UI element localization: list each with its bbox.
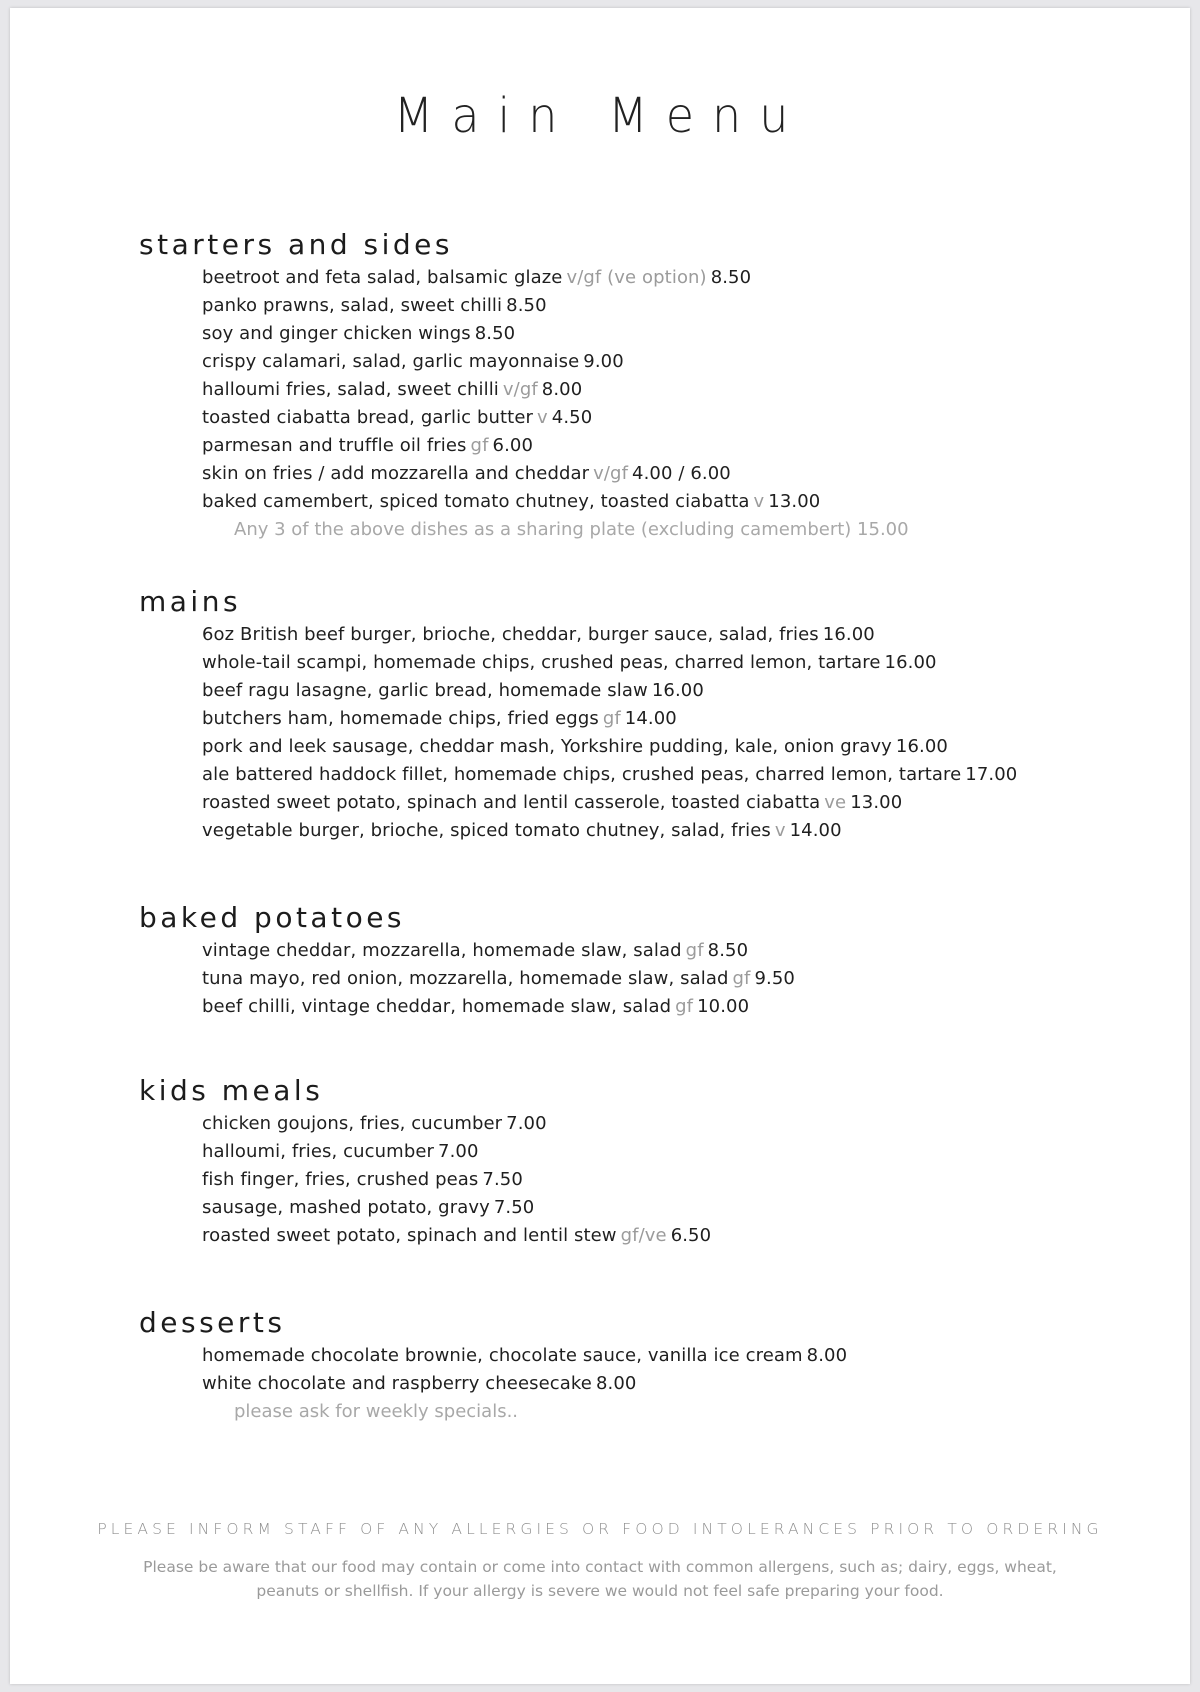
menu-item-name: beef chilli, vintage cheddar, homemade slaw, salad	[202, 996, 672, 1017]
section-heading: desserts	[139, 1306, 286, 1339]
menu-item-name: crispy calamari, salad, garlic mayonnaise	[202, 351, 580, 372]
dietary-tag: gf	[685, 940, 704, 961]
section-kids-meals	[139, 1072, 1139, 1250]
menu-item	[202, 264, 1139, 292]
menu-item	[202, 937, 1139, 965]
menu-item-price: 7.00	[506, 1113, 547, 1134]
menu-item-price: 6.50	[670, 1225, 712, 1246]
dietary-tag: gf	[732, 968, 751, 989]
dietary-tag: ve	[824, 792, 847, 813]
dietary-tag: v	[753, 491, 765, 512]
menu-item-price: 9.50	[754, 968, 795, 989]
menu-item	[202, 348, 1139, 376]
dietary-tag: gf	[602, 708, 621, 729]
menu-item	[202, 1342, 1139, 1370]
item-list	[139, 937, 1139, 1021]
menu-item-price: 4.00 / 6.00	[632, 463, 731, 484]
menu-item	[202, 649, 1139, 677]
allergy-disclaimer-line-2: peanuts or shellfish. If your allergy is severe we would not feel safe preparing your food.	[256, 1582, 944, 1600]
menu-item-price: 7.00	[438, 1141, 479, 1162]
menu-item-name: roasted sweet potato, spinach and lentil casserole, toasted ciabatta	[202, 792, 821, 813]
menu-item	[202, 292, 1139, 320]
sharing-plate-note: Any 3 of the above dishes as a sharing plate (excluding camembert) 15.00	[234, 519, 909, 540]
menu-item-price: 8.50	[710, 267, 752, 288]
section-desserts	[139, 1304, 1139, 1426]
dietary-tag: v	[774, 820, 786, 841]
page-title: Main Menu	[393, 86, 807, 144]
menu-item-name: whole-tail scampi, homemade chips, crushed peas, charred lemon, tartare	[202, 652, 881, 673]
menu-item-name: white chocolate and raspberry cheesecake	[202, 1373, 592, 1394]
menu-item	[202, 1222, 1139, 1250]
menu-item-price: 14.00	[789, 820, 842, 841]
menu-item-name: sausage, mashed potato, gravy	[202, 1197, 490, 1218]
menu-item-name: beef ragu lasagne, garlic bread, homemade slaw	[202, 680, 648, 701]
menu-item	[202, 376, 1139, 404]
menu-item-price: 8.50	[474, 323, 516, 344]
menu-item-name: ale battered haddock fillet, homemade chips, crushed peas, charred lemon, tartare	[202, 764, 962, 785]
menu-item-price: 16.00	[822, 624, 875, 645]
menu-item-name: toasted ciabatta bread, garlic butter	[202, 407, 534, 428]
menu-item-name: beetroot and feta salad, balsamic glaze	[202, 267, 563, 288]
menu-item	[202, 1138, 1139, 1166]
menu-item	[202, 432, 1139, 460]
menu-item-price: 16.00	[884, 652, 937, 673]
menu-item-name: vegetable burger, brioche, spiced tomato chutney, salad, fries	[202, 820, 771, 841]
menu-item-price: 7.50	[482, 1169, 523, 1190]
item-list	[139, 264, 1139, 516]
section-starters	[139, 226, 1139, 544]
section-heading: baked potatoes	[139, 901, 406, 934]
menu-item-price: 16.00	[895, 736, 948, 757]
menu-item	[202, 621, 1139, 649]
section-mains	[139, 583, 1139, 845]
item-list	[139, 1342, 1139, 1398]
item-list	[139, 1110, 1139, 1250]
dietary-tag: gf	[470, 435, 489, 456]
menu-item-name: skin on fries / add mozzarella and cheddar	[202, 463, 590, 484]
menu-item-price: 8.50	[506, 295, 547, 316]
dietary-tag: v/gf	[502, 379, 538, 400]
menu-item-price: 13.00	[768, 491, 821, 512]
dietary-tag: v/gf	[593, 463, 629, 484]
menu-item-price: 17.00	[965, 764, 1018, 785]
menu-item-price: 7.50	[493, 1197, 535, 1218]
menu-item	[202, 1370, 1139, 1398]
menu-item	[202, 789, 1139, 817]
allergy-disclaimer	[120, 1555, 1080, 1603]
menu-sheet	[10, 8, 1190, 1684]
menu-item-name: pork and leek sausage, cheddar mash, Yorkshire pudding, kale, onion gravy	[202, 736, 892, 757]
menu-item	[202, 733, 1139, 761]
menu-item-name: 6oz British beef burger, brioche, cheddar, burger sauce, salad, fries	[202, 624, 819, 645]
menu-item	[202, 817, 1139, 845]
menu-item-name: halloumi, fries, cucumber	[202, 1141, 435, 1162]
dietary-tag: v	[537, 407, 548, 428]
item-list	[139, 621, 1139, 845]
menu-item-name: roasted sweet potato, spinach and lentil stew	[202, 1225, 617, 1246]
menu-item-name: vintage cheddar, mozzarella, homemade slaw, salad	[202, 940, 682, 961]
menu-item	[202, 1194, 1139, 1222]
menu-item	[202, 965, 1139, 993]
menu-item	[202, 488, 1139, 516]
dietary-tag: gf	[675, 996, 694, 1017]
menu-item-price: 8.00	[541, 379, 583, 400]
menu-item-name: tuna mayo, red onion, mozzarella, homemade slaw, salad	[202, 968, 729, 989]
allergy-disclaimer-line-1: Please be aware that our food may contain or come into contact with common allergens, such as; dairy, eggs, wheat,	[143, 1558, 1057, 1576]
menu-item	[202, 460, 1139, 488]
menu-item-name: soy and ginger chicken wings	[202, 323, 471, 344]
menu-item-price: 8.00	[595, 1373, 637, 1394]
menu-item	[202, 1110, 1139, 1138]
menu-item-price: 9.00	[583, 351, 624, 372]
menu-item	[202, 705, 1139, 733]
menu-item-price: 4.50	[551, 407, 593, 428]
menu-item-name: fish finger, fries, crushed peas	[202, 1169, 479, 1190]
section-heading: kids meals	[139, 1074, 324, 1107]
menu-item-price: 8.50	[707, 940, 749, 961]
menu-item-price: 13.00	[850, 792, 903, 813]
section-heading: mains	[139, 585, 242, 618]
menu-item	[202, 761, 1139, 789]
menu-item-name: chicken goujons, fries, cucumber	[202, 1113, 503, 1134]
menu-item-price: 8.00	[806, 1345, 848, 1366]
menu-item-name: baked camembert, spiced tomato chutney, toasted ciabatta	[202, 491, 750, 512]
section-baked-potatoes	[139, 899, 1139, 1021]
menu-item-price: 6.00	[492, 435, 533, 456]
allergy-warning: PLEASE INFORM STAFF OF ANY ALLERGIES OR FOOD INTOLERANCES PRIOR TO ORDERING	[97, 1520, 1103, 1538]
section-heading: starters and sides	[139, 228, 453, 261]
dietary-tag: v/gf (ve option)	[566, 267, 707, 288]
dietary-tag: gf/ve	[620, 1225, 667, 1246]
weekly-specials-note: please ask for weekly specials..	[234, 1401, 519, 1422]
menu-item-name: homemade chocolate brownie, chocolate sauce, vanilla ice cream	[202, 1345, 803, 1366]
menu-item	[202, 404, 1139, 432]
menu-item	[202, 320, 1139, 348]
menu-item-price: 10.00	[697, 996, 750, 1017]
menu-item	[202, 677, 1139, 705]
menu-item-price: 16.00	[651, 680, 704, 701]
menu-item-price: 14.00	[624, 708, 677, 729]
menu-item-name: parmesan and truffle oil fries	[202, 435, 467, 456]
menu-item	[202, 993, 1139, 1021]
menu-item-name: panko prawns, salad, sweet chilli	[202, 295, 503, 316]
menu-item	[202, 1166, 1139, 1194]
menu-item-name: halloumi fries, salad, sweet chilli	[202, 379, 499, 400]
menu-item-name: butchers ham, homemade chips, fried eggs	[202, 708, 599, 729]
